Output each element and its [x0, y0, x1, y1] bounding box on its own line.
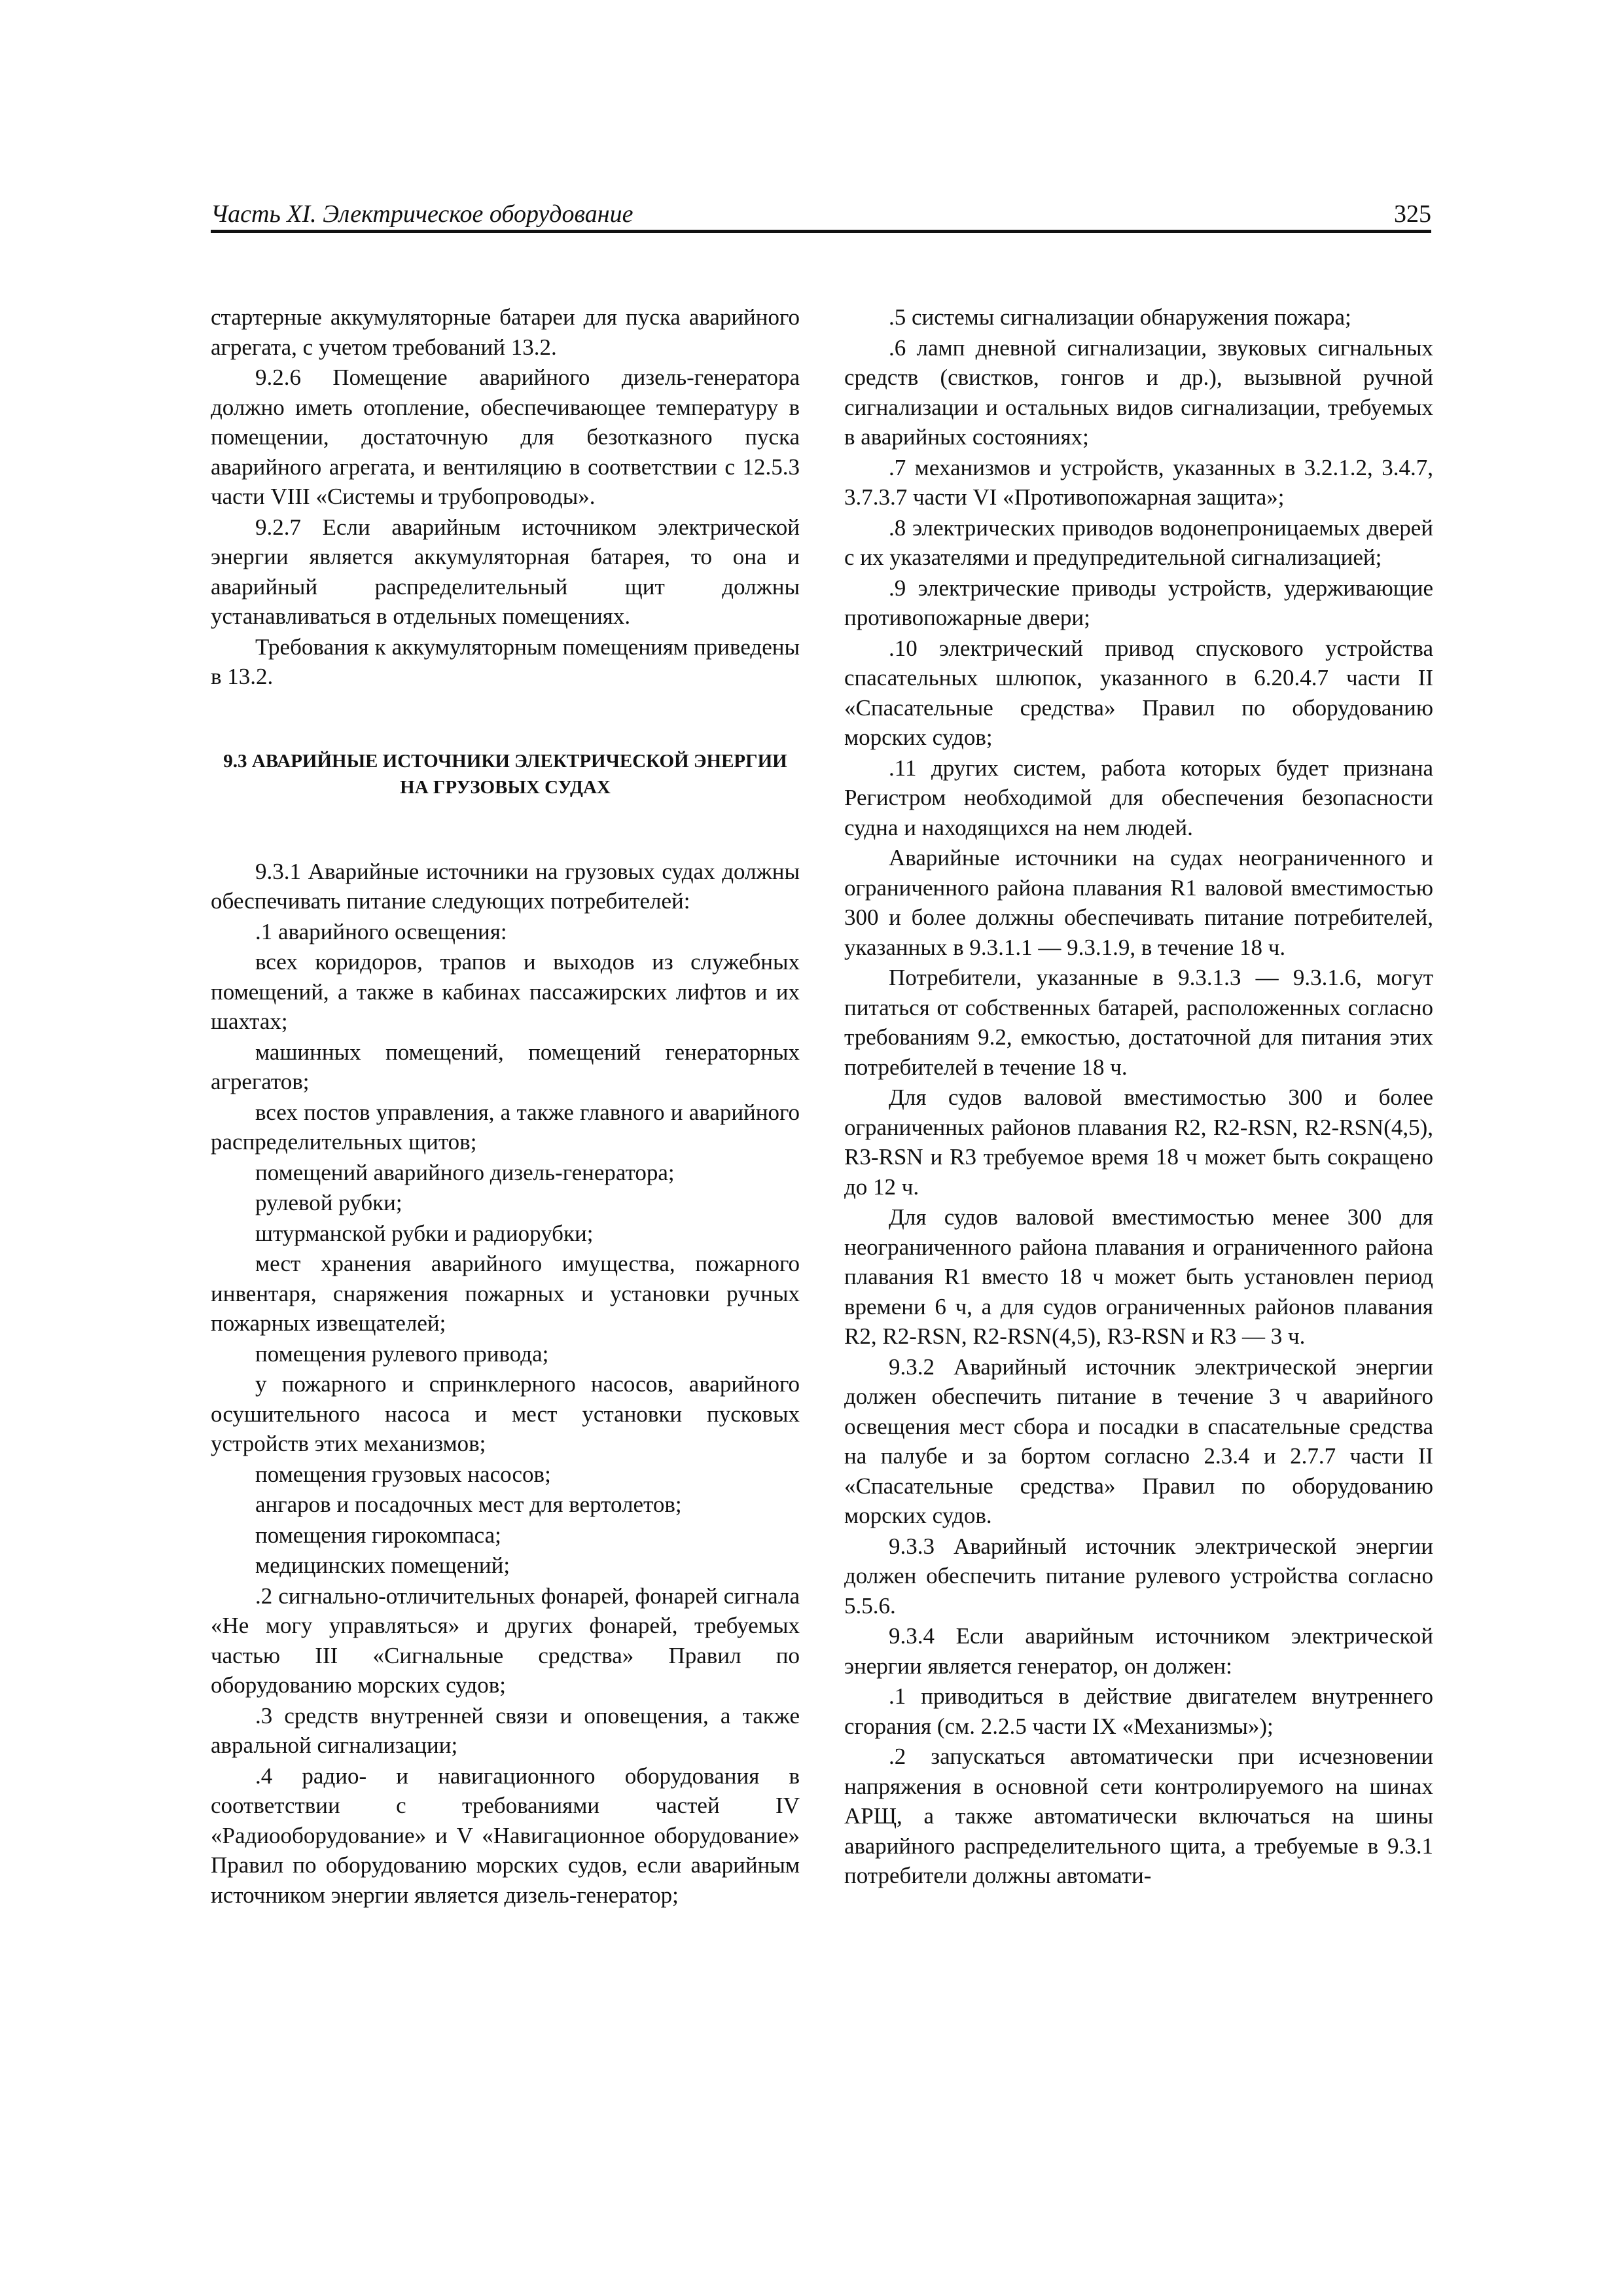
list-item: .2 запускаться автоматически при исчезновении напряжения в основной сети контролируемого на шинах АРЩ, а также автоматически включаться на шины аварийного распределительного щита, а требуемые в 9.3.1 потребители должны автомати- — [844, 1744, 1433, 1888]
paragraph: Требования к аккумуляторным помещениям приведены в 13.2. — [211, 634, 800, 689]
paragraph: Аварийные источники на судах неограниченного и ограниченного района плавания R1 валовой вместимостью 300 и более должны обеспечивать питание потребителей, указанных в 9.3.1.1 — 9.3.1.9, в течение 18 ч. — [844, 845, 1433, 960]
list-item: помещения рулевого привода; — [255, 1340, 549, 1367]
paragraph: 9.3.4 Если аварийным источником электрической энергии является генератор, он должен: — [844, 1623, 1433, 1679]
list-item: .2 сигнально-отличительных фонарей, фонарей сигнала «Не могу управляться» и других фонарей, требуемых частью III «Сигнальные средства» Правил по оборудованию морских судов; — [211, 1583, 800, 1698]
page-number: 325 — [1394, 200, 1431, 228]
section-heading: 9.3 АВАРИЙНЫЕ ИСТОЧНИКИ ЭЛЕКТРИЧЕСКОЙ ЭНЕРГИИ НА ГРУЗОВЫХ СУДАХ — [223, 750, 787, 798]
list-item: .1 приводиться в действие двигателем внутреннего сгорания (см. 2.2.5 части IX «Механизмы»); — [844, 1683, 1433, 1739]
paragraph: Для судов валовой вместимостью менее 300 для неограниченного района плавания и ограниченного района плавания R1 вместо 18 ч может быть установлен период времени 6 ч, а для судов ограниченных районов плавания R2, R2-RSN, R2-RSN(4,5), R3-RSN и R3 — 3 ч. — [844, 1204, 1433, 1349]
list-item: .11 других систем, работа которых будет признана Регистром необходимой для обеспечения безопасности судна и находящихся на нем людей. — [844, 755, 1433, 840]
list-item: всех постов управления, а также главного и аварийного распределительных щитов; — [211, 1099, 800, 1155]
list-item: помещения грузовых насосов; — [255, 1461, 551, 1487]
list-item: .4 радио- и навигационного оборудования в соответствии с требованиями частей IV «Радиооборудование» и V «Навигационное оборудование» Правил по оборудованию морских судов, если аварийным источником энергии является дизель-генератор; — [211, 1763, 800, 1908]
list-item: помещений аварийного дизель-генератора; — [255, 1159, 675, 1185]
list-item: рулевой рубки; — [255, 1190, 402, 1215]
list-item: .6 ламп дневной сигнализации, звуковых сигнальных средств (свистков, гонгов и др.), вызывной ручной сигнализации и остальных видов сигнализации, требуемых в аварийных состояниях; — [844, 334, 1433, 450]
right-column — [844, 302, 1433, 1892]
left-column — [211, 302, 800, 1910]
paragraph: Потребители, указанные в 9.3.1.3 — 9.3.1.6, могут питаться от собственных батарей, расположенных согласно требованиям 9.2, емкостью, достаточной для питания этих потребителей в течение 18 ч. — [844, 965, 1433, 1080]
list-item: .3 средств внутренней связи и оповещения, а также авральной сигнализации; — [211, 1702, 800, 1758]
list-item: .5 системы сигнализации обнаружения пожара; — [889, 304, 1351, 330]
list-item: всех коридоров, трапов и выходов из служебных помещений, а также в кабинах пассажирских лифтов и их шахтах; — [211, 949, 800, 1034]
header-title: Часть XI. Электрическое оборудование — [211, 200, 633, 228]
paragraph: 9.2.6 Помещение аварийного дизель-генератора должно иметь отопление, обеспечивающее температуру в помещении, достаточную для безотказного пуска аварийного агрегата, и вентиляцию в соответствии с 12.5.3 части VIII «Системы и трубопроводы». — [211, 365, 800, 509]
running-header — [211, 196, 1431, 233]
list-item: медицинских помещений; — [255, 1552, 510, 1578]
list-item: .7 механизмов и устройств, указанных в 3.2.1.2, 3.4.7, 3.7.3.7 части VI «Противопожарная защита»; — [844, 454, 1433, 510]
list-item: штурманской рубки и радиорубки; — [255, 1220, 594, 1246]
list-item: .1 аварийного освещения: — [255, 918, 507, 944]
list-item: машинных помещений, помещений генераторных агрегатов; — [211, 1039, 800, 1094]
list-item: .10 электрический привод спускового устройства спасательных шлюпок, указанного в 6.20.4.7 части II «Спасательные средства» Правил по оборудованию морских судов; — [844, 635, 1433, 750]
paragraph: стартерные аккумуляторные батареи для пуска аварийного агрегата, с учетом требований 13.2. — [211, 304, 800, 360]
list-item: .8 электрических приводов водонепроницаемых дверей с их указателями и предупредительной сигнализацией; — [844, 514, 1433, 570]
paragraph: 9.2.7 Если аварийным источником электрической энергии является аккумуляторная батарея, то она и аварийный распределительный щит должны устанавливаться в отдельных помещениях. — [211, 514, 800, 629]
paragraph: Для судов валовой вместимостью 300 и более ограниченных районов плавания R2, R2-RSN, R2-RSN(4,5), R3-RSN и R3 требуемое время 18 ч может быть сокращено до 12 ч. — [844, 1085, 1433, 1200]
paragraph: 9.3.3 Аварийный источник электрической энергии должен обеспечить питание рулевого устройства согласно 5.5.6. — [844, 1533, 1433, 1619]
list-item: мест хранения аварийного имущества, пожарного инвентаря, снаряжения пожарных и установки ручных пожарных извещателей; — [211, 1251, 800, 1336]
paragraph: 9.3.1 Аварийные источники на грузовых судах должны обеспечивать питание следующих потребителей: — [211, 858, 800, 914]
paragraph: 9.3.2 Аварийный источник электрической энергии должен обеспечить питание в течение 3 ч аварийного освещения мест сбора и посадки в спасательные средства на палубе и за бортом согласно 2.3.4 и 2.7.7 части II «Спасательные средства» Правил по оборудованию морских судов. — [844, 1354, 1433, 1528]
list-item: .9 электрические приводы устройств, удерживающие противопожарные двери; — [844, 575, 1433, 630]
list-item: ангаров и посадочных мест для вертолетов; — [255, 1492, 682, 1517]
list-item: у пожарного и спринклерного насосов, аварийного осушительного насоса и мест установки пусковых устройств этих механизмов; — [211, 1371, 800, 1456]
list-item: помещения гирокомпаса; — [255, 1522, 501, 1548]
